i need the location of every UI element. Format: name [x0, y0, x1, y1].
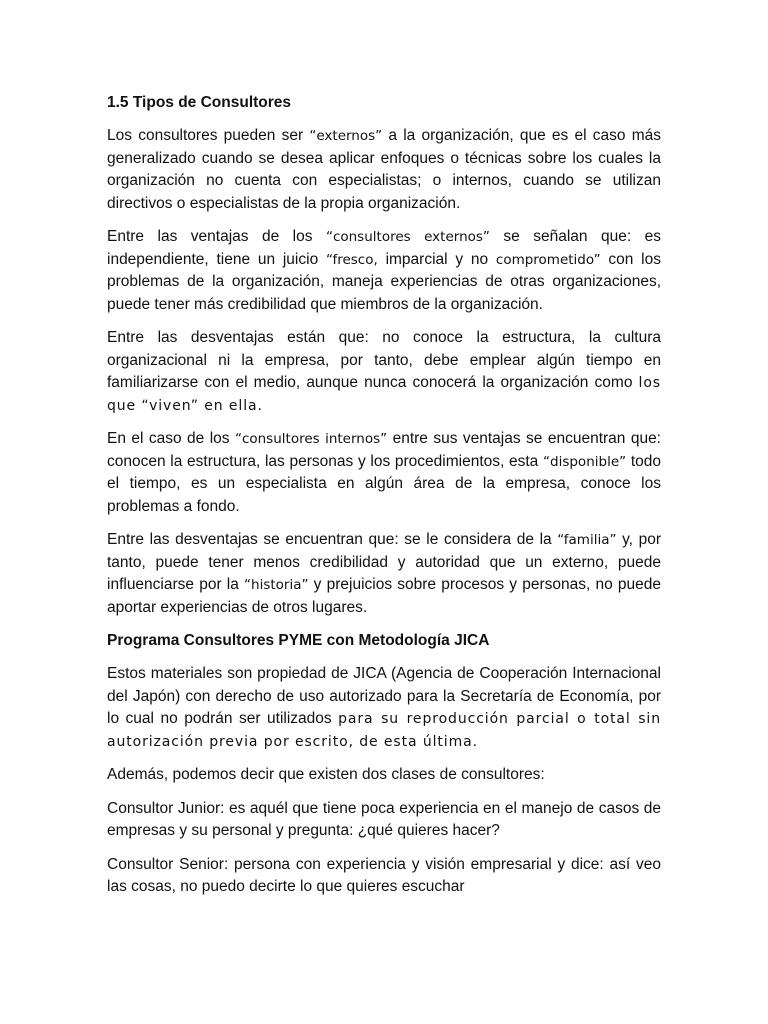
text-run: Entre las ventajas de los: [107, 228, 326, 245]
document-page: [107, 92, 661, 910]
text-run: con los problemas de la organización, maneja experiencias de otras organizaciones, puede tener más credibilidad que miembros de la organización.: [107, 250, 661, 313]
quoted-term: “externos”: [309, 128, 383, 144]
paragraph-ventajas-externos: [107, 226, 661, 316]
quoted-term: “consultores externos”: [325, 229, 490, 245]
paragraph-externos: [107, 125, 661, 215]
quoted-term: comprometido”: [495, 251, 601, 268]
program-title: Programa Consultores PYME con Metodología JICA: [107, 632, 490, 649]
text-run: imparcial y no: [377, 250, 496, 268]
paragraph-consultor-senior: Consultor Senior: persona con experiencia y visión empresarial y dice: así veo las cosas, no puedo decirte lo que quieres escuchar: [107, 855, 661, 895]
text-run: y prejuicios sobre procesos y personas, no puede aportar experiencias de otros lugares.: [107, 576, 661, 616]
quoted-term: “fresco,: [325, 251, 378, 268]
quoted-term: “consultores internos”: [234, 431, 388, 447]
paragraph-desventajas-internos: [107, 529, 661, 619]
quoted-term: “disponible”: [543, 453, 627, 470]
paragraph-consultor-junior: Consultor Junior: es aquél que tiene poca experiencia en el manejo de casos de empresas y su personal y pregunta: ¿qué quieres hacer?: [107, 799, 661, 839]
text-run: Estos materiales son propiedad de JICA (Agencia de Cooperación Internacional del Japón) con derecho de uso autorizado para la Secretaría de Economía, por lo cual no podrán ser utilizados: [107, 665, 661, 727]
text-run: entre sus ventajas se encuentran que: conocen la estructura, las personas y los procedimientos, esta: [107, 430, 661, 470]
section-title: 1.5 Tipos de Consultores: [107, 94, 292, 111]
text-run: Entre las desventajas se encuentran que: se le considera de la: [107, 531, 558, 548]
paragraph-consultores-internos: [107, 428, 661, 518]
text-run: se señalan que: es independiente, tiene un juicio: [107, 228, 661, 268]
paragraph-jica-notice: [107, 663, 661, 753]
spaced-text-run: los que “viven” en ella.: [107, 375, 661, 414]
text-run: todo el tiempo, es un especialista en algún área de la empresa, conoce los problemas a fondo.: [107, 452, 661, 515]
text-run: Entre las desventajas están que: no conoce la estructura, la cultura organizacional ni la empresa, por tanto, debe emplear algún tiempo en familiarizarse con el medio, aunque nunca conocerá la organización como: [107, 329, 661, 391]
text-run: a la organización, que es el caso más generalizado cuando se desea aplicar enfoques o técnicas sobre los cuales la organización no cuenta con especialistas; o internos, cuando se utilizan directivos o especialistas de la propia organización.: [107, 127, 662, 212]
quoted-term: “familia”: [557, 532, 617, 548]
spaced-text-run: para su reproducción parcial o total sin autorización previa por escrito, de esta última.: [107, 711, 661, 750]
paragraph-desventajas-externos: [107, 327, 661, 417]
text-run: Los consultores pueden ser: [107, 127, 310, 144]
text-run: y, por tanto, puede tener menos credibilidad y autoridad que un externo, puede influenciarse por la: [107, 531, 661, 593]
text-run: En el caso de los: [107, 430, 235, 447]
paragraph-clases-consultores: Además, podemos decir que existen dos clases de consultores:: [107, 766, 545, 783]
quoted-term: “historia”: [244, 577, 309, 593]
